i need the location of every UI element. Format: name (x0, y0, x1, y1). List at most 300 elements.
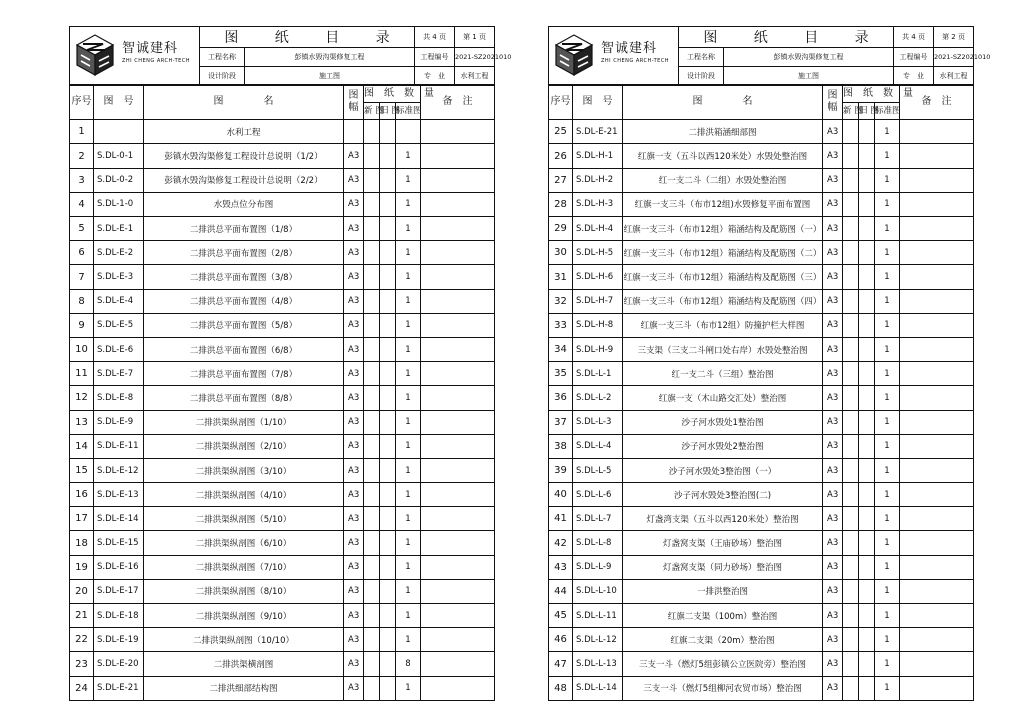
row-seq: 32 (549, 289, 573, 313)
row-std-count: 1 (396, 313, 421, 337)
index-title: 图 纸 目 录 (679, 27, 894, 48)
row-seq: 48 (549, 676, 573, 700)
row-drawing-code: S.DL-E-14 (94, 507, 144, 531)
row-drawing-name: 红旗一支三斗（布市12组）箱涵结构及配筋图（二） (623, 241, 823, 265)
project-name-label: 工程名称 (679, 48, 724, 67)
row-drawing-name: 红旗一支（五斗以西120米处）水毁处整治图 (623, 144, 823, 168)
row-std-count: 1 (875, 144, 900, 168)
row-drawing-code: S.DL-L-12 (573, 628, 623, 652)
table-row (70, 458, 495, 482)
row-old-count (380, 579, 396, 603)
row-old-count (859, 386, 875, 410)
row-old-count (859, 579, 875, 603)
company-name-en: ZHI CHENG ARCH-TECH (122, 58, 191, 64)
row-seq: 25 (549, 120, 573, 144)
row-remark (900, 313, 974, 337)
row-seq: 41 (549, 507, 573, 531)
row-drawing-code: S.DL-E-21 (573, 120, 623, 144)
row-seq: 15 (70, 458, 94, 482)
row-remark (421, 579, 495, 603)
row-std-count: 1 (875, 313, 900, 337)
row-drawing-name: 红旗一支三斗（布市12组）箱涵结构及配筋图（四） (623, 289, 823, 313)
row-drawing-name: 二排洪渠纵剖图（10/10） (144, 628, 344, 652)
table-row (549, 604, 974, 628)
row-sheet-size: A3 (344, 458, 364, 482)
row-drawing-name: 红旗二支渠（100m）整治图 (623, 604, 823, 628)
row-remark (900, 604, 974, 628)
row-drawing-name: 灯盏湾支渠（五斗以西120米处）整治图 (623, 507, 823, 531)
row-seq: 42 (549, 531, 573, 555)
table-row (549, 652, 974, 676)
row-sheet-size: A3 (344, 313, 364, 337)
row-std-count: 1 (396, 386, 421, 410)
row-old-count (380, 458, 396, 482)
row-old-count (380, 313, 396, 337)
row-sheet-size: A3 (823, 676, 843, 700)
col-header-new: 新 图 (364, 103, 380, 120)
title-block (69, 26, 512, 86)
table-row (549, 192, 974, 216)
row-new-count (843, 192, 859, 216)
col-header-old: 旧 图 (380, 103, 396, 120)
table-row (549, 289, 974, 313)
row-std-count: 1 (875, 434, 900, 458)
row-new-count (364, 120, 380, 144)
row-new-count (843, 144, 859, 168)
row-new-count (364, 507, 380, 531)
row-drawing-code: S.DL-H-9 (573, 337, 623, 361)
row-old-count (380, 362, 396, 386)
row-drawing-code: S.DL-H-8 (573, 313, 623, 337)
row-seq: 44 (549, 579, 573, 603)
drawing-index-sheet (548, 26, 991, 701)
row-drawing-name: 彭镇水毁沟渠修复工程设计总说明（2/2） (144, 168, 344, 192)
row-std-count: 1 (396, 289, 421, 313)
row-old-count (859, 265, 875, 289)
row-sheet-size: A3 (344, 604, 364, 628)
row-remark (421, 168, 495, 192)
row-std-count: 1 (396, 168, 421, 192)
col-header-size: 图幅 (823, 85, 843, 120)
discipline: 水利工程 (455, 67, 495, 86)
design-phase-label: 设计阶段 (200, 67, 245, 86)
row-seq: 5 (70, 217, 94, 241)
row-new-count (364, 410, 380, 434)
row-seq: 38 (549, 434, 573, 458)
row-remark (421, 386, 495, 410)
row-drawing-code: S.DL-L-2 (573, 386, 623, 410)
row-drawing-name: 三支一斗（燃灯5组彭镇公立医院旁）整治图 (623, 652, 823, 676)
table-row (70, 555, 495, 579)
row-drawing-code: S.DL-E-4 (94, 289, 144, 313)
row-std-count: 1 (875, 241, 900, 265)
row-old-count (380, 217, 396, 241)
row-std-count: 1 (875, 579, 900, 603)
row-sheet-size: A3 (344, 217, 364, 241)
row-old-count (859, 555, 875, 579)
row-drawing-name: 彭镇水毁沟渠修复工程设计总说明（1/2） (144, 144, 344, 168)
row-remark (421, 241, 495, 265)
row-seq: 17 (70, 507, 94, 531)
row-drawing-name: 沙子河水毁处3整治图（一） (623, 458, 823, 482)
row-drawing-name: 红旗二支渠（20m）整治图 (623, 628, 823, 652)
design-phase-label: 设计阶段 (679, 67, 724, 86)
row-old-count (380, 434, 396, 458)
row-old-count (859, 313, 875, 337)
table-row (549, 313, 974, 337)
row-drawing-name: 二排洪总平面布置图（6/8） (144, 337, 344, 361)
row-seq: 31 (549, 265, 573, 289)
row-seq: 3 (70, 168, 94, 192)
row-new-count (364, 579, 380, 603)
index-title: 图 纸 目 录 (200, 27, 415, 48)
row-std-count: 1 (396, 628, 421, 652)
project-name-label: 工程名称 (200, 48, 245, 67)
row-remark (900, 652, 974, 676)
row-drawing-code: S.DL-E-13 (94, 483, 144, 507)
row-drawing-name: 二排洪渠纵剖图（6/10） (144, 531, 344, 555)
row-sheet-size: A3 (823, 628, 843, 652)
row-drawing-code: S.DL-H-1 (573, 144, 623, 168)
row-std-count: 1 (396, 410, 421, 434)
row-old-count (380, 241, 396, 265)
row-new-count (843, 120, 859, 144)
row-std-count: 1 (396, 192, 421, 216)
row-remark (900, 434, 974, 458)
row-remark (421, 144, 495, 168)
row-old-count (859, 168, 875, 192)
row-sheet-size: A3 (823, 555, 843, 579)
row-sheet-size: A3 (823, 241, 843, 265)
table-row (70, 652, 495, 676)
row-seq: 20 (70, 579, 94, 603)
row-remark (421, 337, 495, 361)
row-old-count (859, 192, 875, 216)
row-sheet-size: A3 (344, 289, 364, 313)
table-row (70, 241, 495, 265)
table-row (70, 144, 495, 168)
row-seq: 18 (70, 531, 94, 555)
row-new-count (843, 531, 859, 555)
row-old-count (859, 531, 875, 555)
col-header-seq: 序号 (549, 85, 573, 120)
row-remark (900, 555, 974, 579)
row-new-count (843, 604, 859, 628)
row-old-count (859, 120, 875, 144)
row-drawing-name: 沙子河水毁处2整治图 (623, 434, 823, 458)
row-new-count (843, 555, 859, 579)
row-drawing-name: 二排洪细部结构图 (144, 676, 344, 700)
row-std-count: 8 (396, 652, 421, 676)
table-row (70, 628, 495, 652)
row-remark (421, 652, 495, 676)
row-old-count (859, 289, 875, 313)
row-std-count: 1 (396, 217, 421, 241)
row-sheet-size: A3 (344, 676, 364, 700)
row-seq: 16 (70, 483, 94, 507)
row-old-count (859, 604, 875, 628)
row-std-count: 1 (396, 579, 421, 603)
row-remark (421, 555, 495, 579)
table-row (549, 458, 974, 482)
row-drawing-name: 二排洪总平面布置图（7/8） (144, 362, 344, 386)
row-remark (900, 337, 974, 361)
row-std-count: 1 (396, 241, 421, 265)
row-drawing-name: 二排洪渠纵剖图（4/10） (144, 483, 344, 507)
row-std-count: 1 (875, 458, 900, 482)
row-seq: 19 (70, 555, 94, 579)
row-new-count (364, 458, 380, 482)
row-remark (421, 458, 495, 482)
row-drawing-name: 红旗一支三斗（布市12组）防撞护栏大样图 (623, 313, 823, 337)
row-remark (900, 531, 974, 555)
row-drawing-name: 二排洪总平面布置图（4/8） (144, 289, 344, 313)
row-drawing-name: 二排洪渠纵剖图（3/10） (144, 458, 344, 482)
row-new-count (364, 168, 380, 192)
row-old-count (380, 289, 396, 313)
row-sheet-size: A3 (823, 458, 843, 482)
row-seq: 8 (70, 289, 94, 313)
row-new-count (843, 386, 859, 410)
row-sheet-size: A3 (823, 410, 843, 434)
row-old-count (859, 337, 875, 361)
row-drawing-name: 二排洪渠纵剖图（9/10） (144, 604, 344, 628)
row-sheet-size: A3 (823, 120, 843, 144)
row-old-count (380, 120, 396, 144)
row-drawing-code: S.DL-E-18 (94, 604, 144, 628)
row-new-count (364, 337, 380, 361)
row-std-count: 1 (875, 531, 900, 555)
project-name: 彭镇水毁沟渠修复工程 (245, 48, 415, 67)
company-logo-icon (552, 31, 596, 79)
row-old-count (859, 483, 875, 507)
row-std-count: 1 (396, 531, 421, 555)
row-seq: 14 (70, 434, 94, 458)
row-drawing-code: S.DL-H-2 (573, 168, 623, 192)
row-sheet-size: A3 (823, 192, 843, 216)
row-new-count (364, 265, 380, 289)
row-sheet-size: A3 (344, 531, 364, 555)
row-old-count (380, 144, 396, 168)
row-std-count: 1 (875, 507, 900, 531)
row-drawing-code: S.DL-L-3 (573, 410, 623, 434)
row-new-count (843, 483, 859, 507)
row-sheet-size: A3 (823, 579, 843, 603)
row-drawing-name: 二排洪渠纵剖图（7/10） (144, 555, 344, 579)
col-header-std: 标准图 (396, 103, 421, 120)
row-old-count (380, 265, 396, 289)
row-drawing-code: S.DL-L-7 (573, 507, 623, 531)
table-row (70, 507, 495, 531)
row-seq: 34 (549, 337, 573, 361)
row-remark (421, 604, 495, 628)
row-seq: 26 (549, 144, 573, 168)
row-sheet-size: A3 (344, 483, 364, 507)
row-seq: 13 (70, 410, 94, 434)
row-old-count (859, 652, 875, 676)
row-remark (421, 362, 495, 386)
row-new-count (364, 483, 380, 507)
col-header-name: 图 名 (623, 85, 823, 120)
row-drawing-code: S.DL-E-8 (94, 386, 144, 410)
row-remark (900, 168, 974, 192)
row-remark (421, 192, 495, 216)
row-sheet-size: A3 (823, 386, 843, 410)
row-remark (421, 483, 495, 507)
col-header-code: 图 号 (94, 85, 144, 120)
row-old-count (380, 337, 396, 361)
row-sheet-size: A3 (344, 362, 364, 386)
row-drawing-name: 二排洪总平面布置图（2/8） (144, 241, 344, 265)
page-number: 第 2 页 (934, 27, 974, 48)
row-drawing-code: S.DL-0-1 (94, 144, 144, 168)
row-remark (421, 217, 495, 241)
row-seq: 28 (549, 192, 573, 216)
row-seq: 12 (70, 386, 94, 410)
row-seq: 39 (549, 458, 573, 482)
row-std-count: 1 (396, 458, 421, 482)
row-remark (900, 362, 974, 386)
row-new-count (364, 676, 380, 700)
row-drawing-code: S.DL-E-7 (94, 362, 144, 386)
row-std-count: 1 (396, 337, 421, 361)
row-sheet-size: A3 (344, 168, 364, 192)
col-header-old: 旧 图 (859, 103, 875, 120)
row-sheet-size: A3 (823, 604, 843, 628)
table-row (549, 555, 974, 579)
table-row (70, 676, 495, 700)
col-header-new: 新 图 (843, 103, 859, 120)
row-new-count (364, 217, 380, 241)
row-new-count (843, 217, 859, 241)
row-drawing-name: 沙子河水毁处1整治图 (623, 410, 823, 434)
row-new-count (843, 410, 859, 434)
row-remark (900, 144, 974, 168)
row-std-count: 1 (875, 120, 900, 144)
row-std-count: 1 (396, 507, 421, 531)
row-std-count: 1 (875, 555, 900, 579)
row-new-count (364, 241, 380, 265)
row-new-count (843, 628, 859, 652)
row-old-count (380, 168, 396, 192)
row-remark (900, 217, 974, 241)
row-remark (900, 483, 974, 507)
row-remark (421, 531, 495, 555)
table-row (70, 386, 495, 410)
row-drawing-code: S.DL-H-5 (573, 241, 623, 265)
row-old-count (380, 676, 396, 700)
row-old-count (380, 483, 396, 507)
table-row (549, 386, 974, 410)
row-drawing-code: S.DL-L-8 (573, 531, 623, 555)
drawing-list-table (548, 84, 974, 701)
row-drawing-code: S.DL-E-15 (94, 531, 144, 555)
row-new-count (364, 362, 380, 386)
row-new-count (364, 289, 380, 313)
row-new-count (843, 265, 859, 289)
row-remark (421, 289, 495, 313)
row-remark (900, 676, 974, 700)
table-row (549, 241, 974, 265)
row-seq: 7 (70, 265, 94, 289)
row-drawing-code: S.DL-H-4 (573, 217, 623, 241)
row-remark (900, 579, 974, 603)
row-drawing-name: 红旗一支三斗（布市12组）箱涵结构及配筋图（一） (623, 217, 823, 241)
row-sheet-size: A3 (823, 362, 843, 386)
row-std-count: 1 (875, 362, 900, 386)
row-sheet-size: A3 (344, 386, 364, 410)
row-seq: 23 (70, 652, 94, 676)
row-drawing-name: 二排洪箱涵细部图 (623, 120, 823, 144)
discipline-label: 专 业 (415, 67, 455, 86)
project-no: 2021-SZ2021010 (934, 48, 974, 67)
row-drawing-name: 沙子河水毁处3整治图(二) (623, 483, 823, 507)
row-drawing-name: 二排洪总平面布置图（1/8） (144, 217, 344, 241)
table-row (549, 531, 974, 555)
row-old-count (859, 434, 875, 458)
row-remark (421, 313, 495, 337)
row-seq: 11 (70, 362, 94, 386)
table-row (549, 265, 974, 289)
row-std-count: 1 (875, 217, 900, 241)
row-drawing-code: S.DL-0-2 (94, 168, 144, 192)
project-no-label: 工程编号 (894, 48, 934, 67)
page-total: 共 4 页 (894, 27, 934, 48)
row-drawing-name: 灯盏窝支渠（同力砂场）整治图 (623, 555, 823, 579)
row-drawing-code: S.DL-E-9 (94, 410, 144, 434)
title-block (548, 26, 991, 86)
row-new-count (364, 192, 380, 216)
row-drawing-name: 二排洪渠纵剖图（5/10） (144, 507, 344, 531)
table-row (549, 168, 974, 192)
table-row (70, 434, 495, 458)
row-drawing-code: S.DL-L-13 (573, 652, 623, 676)
table-row (549, 676, 974, 700)
row-remark (900, 192, 974, 216)
row-std-count: 1 (875, 386, 900, 410)
row-new-count (843, 168, 859, 192)
row-sheet-size: A3 (823, 265, 843, 289)
table-row (70, 483, 495, 507)
row-drawing-code: S.DL-L-9 (573, 555, 623, 579)
row-remark (900, 120, 974, 144)
row-new-count (843, 337, 859, 361)
row-drawing-code: S.DL-E-2 (94, 241, 144, 265)
table-row (70, 604, 495, 628)
row-seq: 33 (549, 313, 573, 337)
row-remark (900, 241, 974, 265)
row-new-count (364, 144, 380, 168)
page-number: 第 1 页 (455, 27, 495, 48)
table-row (70, 217, 495, 241)
row-drawing-name: 灯盏窝支渠（王庙砂场）整治图 (623, 531, 823, 555)
row-old-count (859, 676, 875, 700)
row-sheet-size: A3 (823, 217, 843, 241)
table-row (549, 410, 974, 434)
row-new-count (843, 458, 859, 482)
drawing-list-table (69, 84, 495, 701)
col-header-qty: 图 纸 数 量 (364, 85, 421, 103)
table-row (70, 337, 495, 361)
table-row (70, 362, 495, 386)
row-drawing-code: S.DL-L-11 (573, 604, 623, 628)
row-drawing-code: S.DL-H-6 (573, 265, 623, 289)
design-phase: 施工图 (724, 67, 894, 86)
row-remark (421, 120, 495, 144)
row-remark (421, 507, 495, 531)
row-new-count (364, 313, 380, 337)
row-sheet-size: A3 (344, 555, 364, 579)
